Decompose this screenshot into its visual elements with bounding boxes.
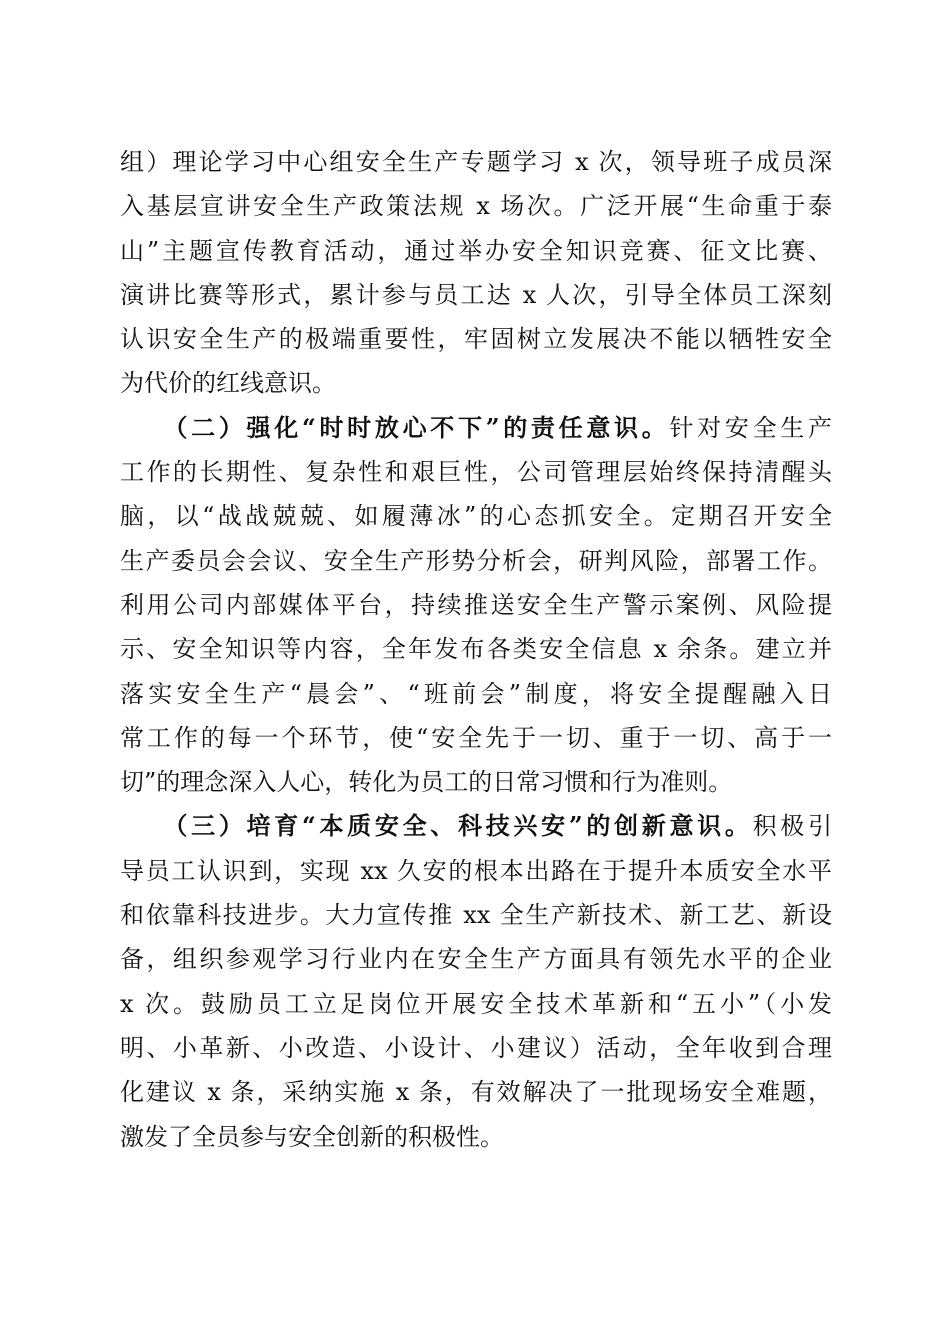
paragraph xyxy=(120,406,832,805)
body-text: 山”主题宣传教育活动，通过举办安全知识竞赛、征文比赛、 xyxy=(120,236,832,265)
body-text: 示、安全知识等内容，全年发布各类安全信息 x 余条。建立并 xyxy=(120,635,832,664)
body-text: 明、小革新、小改造、小设计、小建议）活动，全年收到合理 xyxy=(120,1033,832,1062)
body-text: 切”的理念深入人心，转化为员工的日常习惯和行为准则。 xyxy=(120,768,733,797)
body-text: 针对安全生产 xyxy=(669,413,833,442)
body-text: 利用公司内部媒体平台，持续推送安全生产警示案例、风险提 xyxy=(120,590,832,619)
text-line xyxy=(120,229,832,273)
text-line xyxy=(120,494,832,538)
body-text: 演讲比赛等形式，累计参与员工达 x 人次，引导全体员工深刻 xyxy=(120,280,832,309)
text-line xyxy=(120,1026,832,1070)
document-body xyxy=(120,140,832,1159)
text-line xyxy=(120,804,832,848)
text-line xyxy=(120,361,832,405)
text-line xyxy=(120,406,832,450)
body-text: 入基层宣讲安全生产政策法规 x 场次。广泛开展“生命重于泰 xyxy=(120,192,832,221)
body-text: 激发了全员参与安全创新的积极性。 xyxy=(120,1122,504,1151)
body-text: 脑，以“战战兢兢、如履薄冰”的心态抓安全。定期召开安全 xyxy=(120,502,832,531)
text-line xyxy=(120,849,832,893)
text-line xyxy=(120,317,832,361)
body-text: 为代价的红线意识。 xyxy=(120,369,336,398)
body-text: 备，组织参观学习行业内在安全生产方面具有领先水平的企业 xyxy=(120,945,832,974)
section-heading: （二）强化“时时放心不下”的责任意识。 xyxy=(120,412,670,442)
text-line xyxy=(120,450,832,494)
body-text: 积极引 xyxy=(752,812,833,841)
text-line xyxy=(120,1070,832,1114)
text-line xyxy=(120,627,832,671)
body-text: 工作的长期性、复杂性和艰巨性，公司管理层始终保持清醒头 xyxy=(120,458,832,487)
paragraph xyxy=(120,804,832,1158)
text-line xyxy=(120,893,832,937)
body-text: 生产委员会会议、安全生产形势分析会，研判风险，部署工作。 xyxy=(120,546,832,575)
section-heading: （三）培育“本质安全、科技兴安”的创新意识。 xyxy=(120,811,753,841)
text-line xyxy=(120,672,832,716)
text-line xyxy=(120,1115,832,1159)
body-text: 落实安全生产“晨会”、“班前会”制度，将安全提醒融入日 xyxy=(120,679,832,708)
text-line xyxy=(120,273,832,317)
text-line xyxy=(120,539,832,583)
body-text: 和依靠科技进步。大力宣传推 xx 全生产新技术、新工艺、新设 xyxy=(120,901,832,930)
text-line xyxy=(120,982,832,1026)
body-text: 导员工认识到，实现 xx 久安的根本出路在于提升本质安全水平 xyxy=(120,856,832,885)
paragraph xyxy=(120,140,832,406)
text-line xyxy=(120,583,832,627)
text-line xyxy=(120,140,832,184)
body-text: x 次。鼓励员工立足岗位开展安全技术革新和“五小”（小发 xyxy=(120,989,832,1018)
body-text: 常工作的每一个环节，使“安全先于一切、重于一切、高于一 xyxy=(120,723,832,752)
text-line xyxy=(120,184,832,228)
text-line xyxy=(120,716,832,760)
body-text: 化建议 x 条，采纳实施 x 条，有效解决了一批现场安全难题， xyxy=(120,1078,832,1107)
body-text: 认识安全生产的极端重要性，牢固树立发展决不能以牺牲安全 xyxy=(120,325,832,354)
text-line xyxy=(120,760,832,804)
body-text: 组）理论学习中心组安全生产专题学习 x 次，领导班子成员深 xyxy=(120,148,832,176)
text-line xyxy=(120,937,832,981)
